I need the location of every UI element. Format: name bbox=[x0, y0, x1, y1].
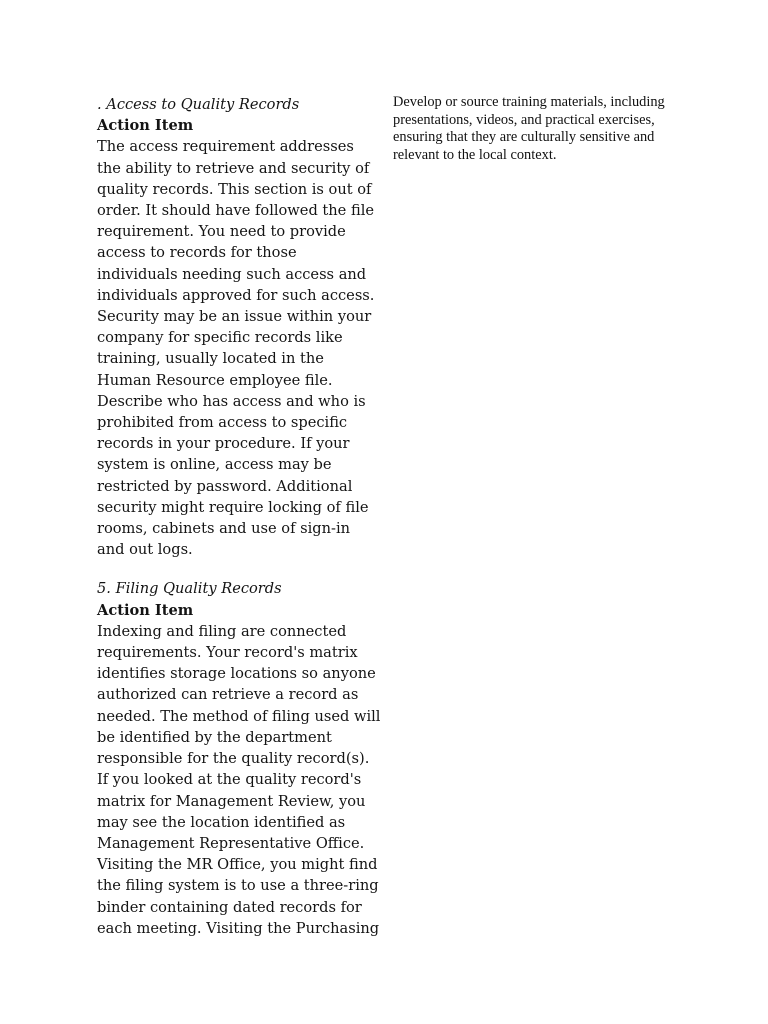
action-item-label: Action Item bbox=[97, 601, 194, 619]
section-body: Indexing and filing are connected requirements. Your record's matrix identifies storage locations so anyone authorized can retrieve a record as needed. The method of filing used will be identified by the department responsible for the quality record(s). If you looked at the quality record's matrix for Management Review, you may see the location identified as Management Representative Office. Visiting the MR Office, you might find the filing system is to use a three-ring binder containing dated records for each meeting. Visiting the Purchasing bbox=[97, 622, 381, 937]
left-column bbox=[97, 94, 381, 939]
training-materials-text: Develop or source training materials, including presentations, videos, and practical exercises, ensuring that they are culturally sensitive and relevant to the local context. bbox=[393, 94, 665, 163]
section-filing-quality-records bbox=[97, 578, 381, 938]
action-item-label: Action Item bbox=[97, 117, 194, 135]
section-body: The access requirement addresses the ability to retrieve and security of quality records. This section is out of order. It should have followed the file requirement. You need to provide access to records for those individuals needing such access and individuals approved for such access. Security may be an issue within your company for specific records like training, usually located in the Human Resource employee file. Describe who has access and who is prohibited from access to specific records in your procedure. If your system is online, access may be restricted by password. Additional security might require locking of file rooms, cabinets and use of sign-in and out logs. bbox=[97, 138, 375, 559]
section-heading: 5. Filing Quality Records bbox=[97, 580, 282, 598]
section-access-to-quality-records bbox=[97, 94, 381, 560]
section-heading: . Access to Quality Records bbox=[97, 96, 300, 113]
right-column bbox=[393, 94, 673, 164]
